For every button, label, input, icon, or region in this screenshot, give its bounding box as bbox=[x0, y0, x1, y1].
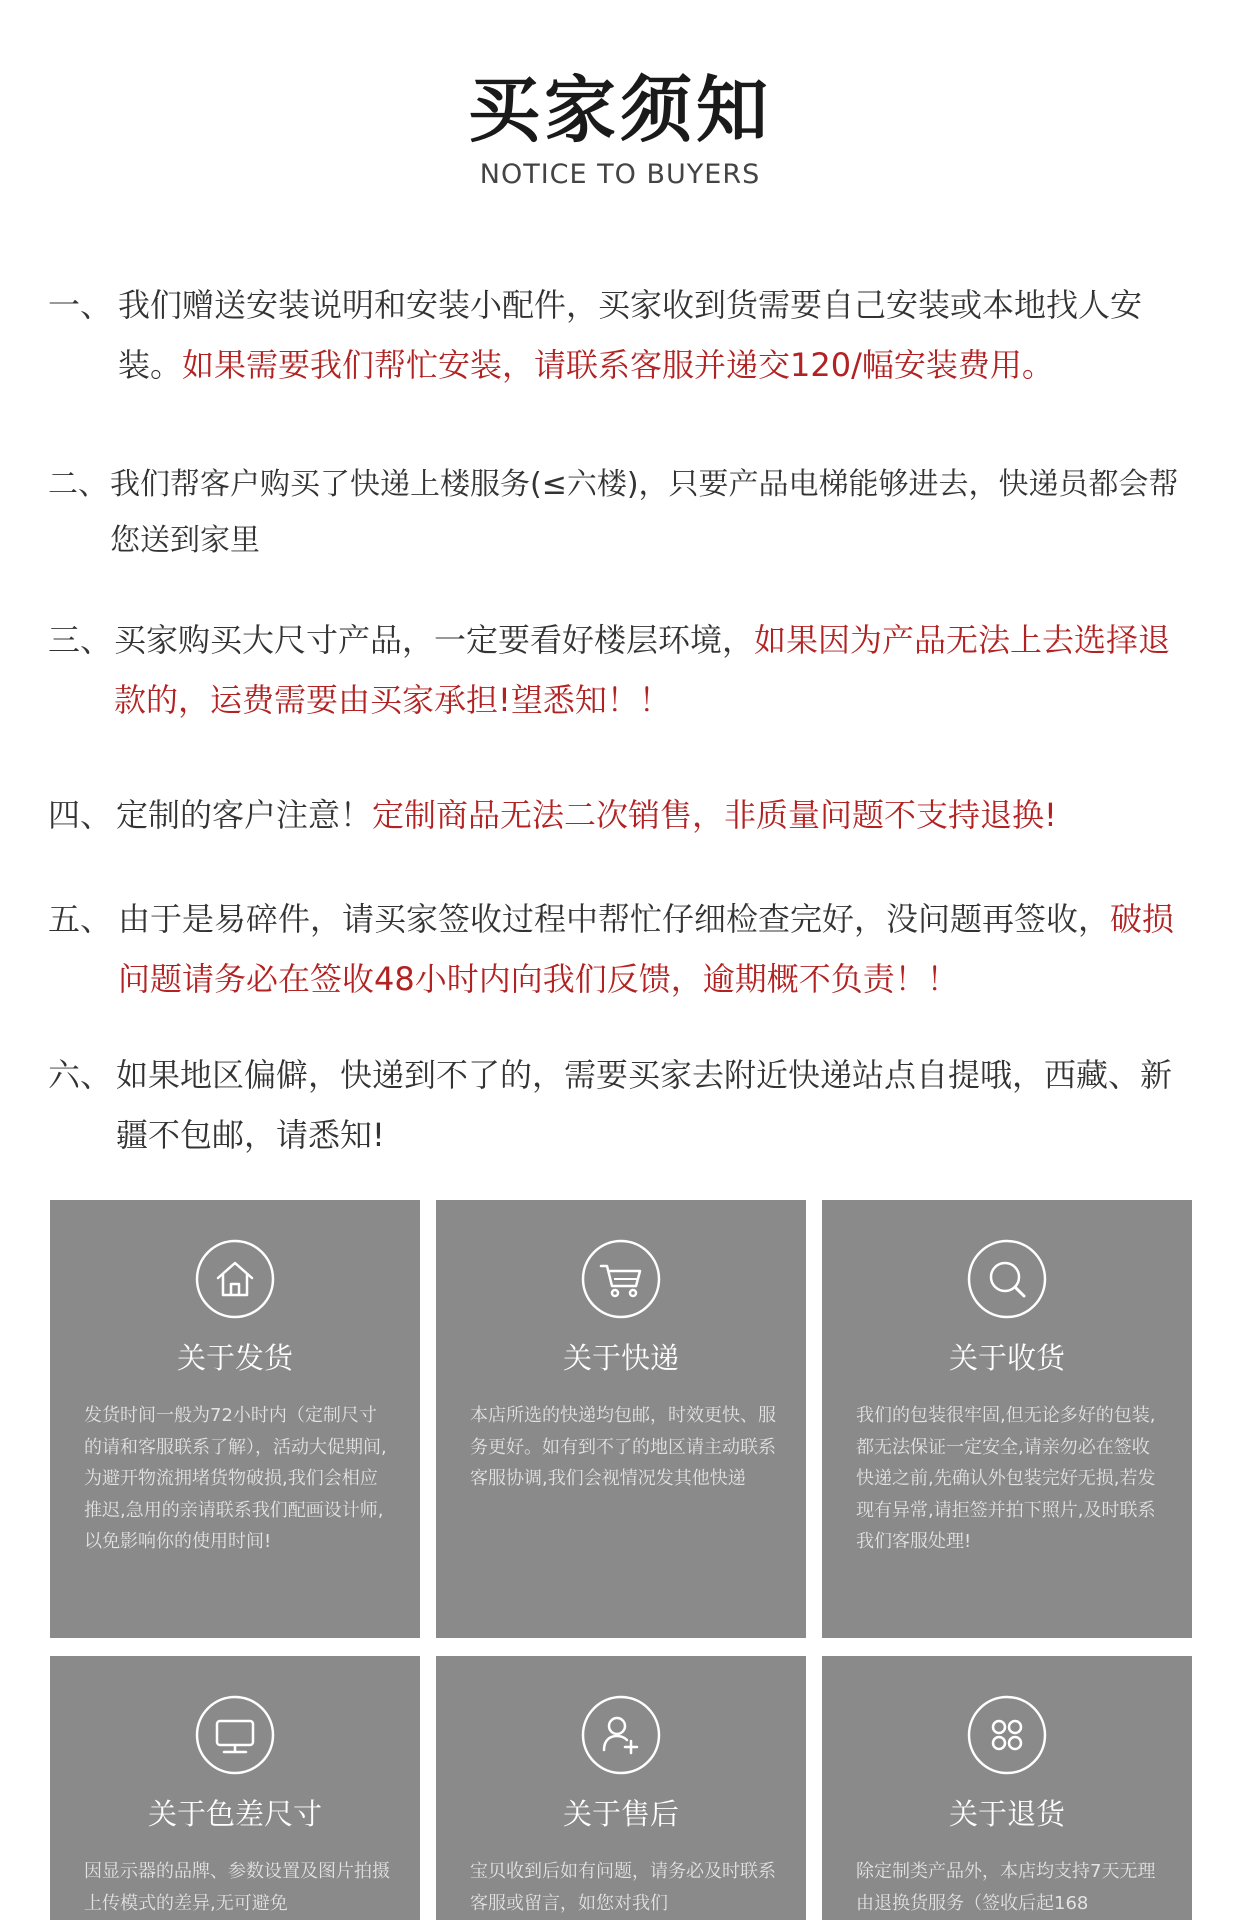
notice-number: 三、 bbox=[48, 621, 113, 659]
card-text: 宝贝收到后如有问题，请务必及时联系客服或留言，如您对我们 bbox=[470, 1861, 776, 1914]
notice-item-1 bbox=[48, 275, 1198, 395]
card-returns bbox=[822, 1656, 1192, 1920]
card-title: 关于发货 bbox=[176, 1341, 293, 1375]
monitor-icon bbox=[194, 1694, 276, 1776]
notice-text: 如果地区偏僻，快递到不了的，需要买家去附近快递站点自提哦，西藏、新疆不包邮，请悉知! bbox=[116, 1056, 1173, 1154]
notice-text: 我们帮客户购买了快递上楼服务(≤六楼)，只要产品电梯能够进去，快递员都会帮您送到家里 bbox=[110, 467, 1179, 558]
notice-item-5 bbox=[48, 889, 1198, 1009]
page-header bbox=[0, 67, 1240, 191]
notice-warning: 定制商品无法二次销售，非质量问题不支持退换! bbox=[372, 796, 1057, 834]
notice-item-3 bbox=[48, 610, 1198, 730]
notice-warning: 破损问题请务必在签收48小时内向我们反馈，逾期概不负责！！ bbox=[118, 900, 1175, 998]
notice-text: 定制的客户注意！ bbox=[116, 796, 373, 834]
card-receiving bbox=[822, 1200, 1192, 1638]
card-text: 我们的包装很牢固,但无论多好的包装,都无法保证一定安全,请亲勿必在签收快递之前,先确认外包装完好无损,若发现有异常,请拒签并拍下照片,及时联系我们客服处理! bbox=[856, 1405, 1156, 1552]
user-add-icon bbox=[580, 1694, 662, 1776]
card-shipping bbox=[50, 1200, 420, 1638]
notice-text: 我们赠送安装说明和安装小配件，买家收到货需要自己安装或本地找人安装。 bbox=[118, 286, 1143, 384]
notice-text: 由于是易碎件，请买家签收过程中帮忙仔细检查完好，没问题再签收， bbox=[118, 900, 1111, 938]
notice-item-2 bbox=[48, 457, 1198, 569]
notice-number: 四、 bbox=[48, 796, 113, 834]
notice-warning: 如果需要我们帮忙安装，请联系客服并递交120/幅安装费用。 bbox=[182, 346, 1054, 384]
notice-item-4 bbox=[48, 785, 1198, 845]
notice-text: 买家购买大尺寸产品，一定要看好楼层环境， bbox=[114, 621, 755, 659]
search-icon bbox=[966, 1238, 1048, 1320]
card-text: 除定制类产品外，本店均支持7天无理由退换货服务（签收后起168 bbox=[856, 1861, 1156, 1914]
notice-number: 二、 bbox=[48, 467, 108, 502]
card-courier bbox=[436, 1200, 806, 1638]
page-subtitle: NOTICE TO BUYERS bbox=[479, 159, 761, 191]
card-title: 关于退货 bbox=[948, 1797, 1065, 1831]
card-title: 关于快递 bbox=[562, 1341, 679, 1375]
house-icon bbox=[194, 1238, 276, 1320]
info-card-grid bbox=[50, 1200, 1192, 1920]
card-text: 发货时间一般为72小时内（定制尺寸的请和客服联系了解），活动大促期间,为避开物流拥堵货物破损,我们会相应推迟,急用的亲请联系我们配画设计师,以免影响你的使用时间! bbox=[84, 1405, 387, 1552]
cart-icon bbox=[580, 1238, 662, 1320]
apps-icon bbox=[966, 1694, 1048, 1776]
notice-warning: 如果因为产品无法上去选择退款的，运费需要由买家承担!望悉知！！ bbox=[114, 621, 1171, 719]
notice-item-6 bbox=[48, 1045, 1198, 1165]
notice-number: 一、 bbox=[48, 286, 113, 324]
card-text: 本店所选的快递均包邮，时效更快、服务更好。如有到不了的地区请主动联系客服协调,我们会视情况发其他快递 bbox=[470, 1405, 776, 1489]
card-title: 关于收货 bbox=[948, 1341, 1065, 1375]
card-text: 因显示器的品牌、参数设置及图片拍摄上传模式的差异,无可避免 bbox=[84, 1861, 390, 1914]
card-title: 关于色差尺寸 bbox=[147, 1797, 322, 1831]
notice-number: 六、 bbox=[48, 1056, 113, 1094]
page-title: 买家须知 bbox=[467, 67, 772, 152]
card-color-size bbox=[50, 1656, 420, 1920]
card-title: 关于售后 bbox=[562, 1797, 679, 1831]
notice-number: 五、 bbox=[48, 900, 113, 938]
card-after-sales bbox=[436, 1656, 806, 1920]
